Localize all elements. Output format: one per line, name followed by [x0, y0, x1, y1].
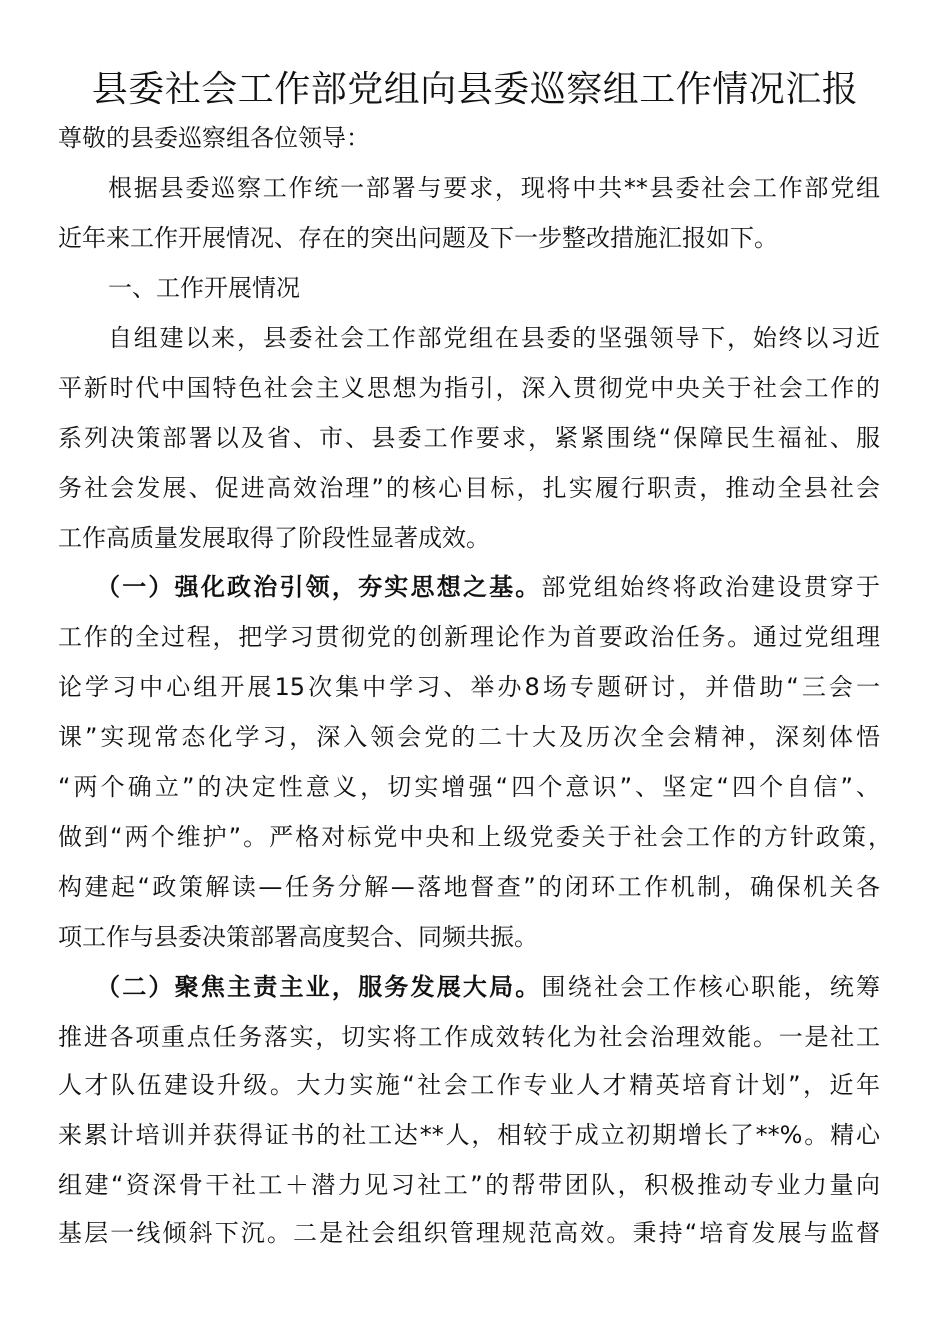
item2-line: 人才队伍建设升级。大力实施“社会工作专业人才精英培育计划”，近年: [58, 1071, 880, 1099]
item1-line: 构建起“政策解读—任务分解—落地督查”的闭环工作机制，确保机关各: [58, 873, 880, 901]
item1-first-line: [96, 572, 880, 602]
item1-heading: （一）强化政治引领，夯实思想之基。: [96, 573, 542, 601]
section-heading: 一、工作开展情况: [108, 274, 300, 302]
item2-line: 基层一线倾斜下沉。二是社会组织管理规范高效。秉持“培育发展与监督: [58, 1219, 880, 1247]
item1-line: 课”实现常态化学习，深入领会党的二十大及历次全会精神，深刻体悟: [58, 723, 880, 751]
overview-line: 自组建以来，县委社会工作部党组在县委的坚强领导下，始终以习近: [108, 324, 880, 352]
item1-text: 部党组始终将政治建设贯穿于: [541, 573, 881, 601]
overview-line: 务社会发展、促进高效治理”的核心目标，扎实履行职责，推动全县社会: [58, 474, 880, 502]
item1-line: 工作的全过程，把学习贯彻党的创新理论作为首要政治任务。通过党组理: [58, 623, 880, 651]
intro-line: 近年来工作开展情况、存在的突出问题及下一步整改措施汇报如下。: [58, 224, 778, 252]
item2-line: 组建“资深骨干社工＋潜力见习社工”的帮带团队，积极推动专业力量向: [58, 1171, 880, 1199]
item2-line: 推进各项重点任务落实，切实将工作成效转化为社会治理效能。一是社工: [58, 1023, 880, 1051]
item1-line: 项工作与县委决策部署高度契合、同频共振。: [58, 923, 538, 951]
overview-line: 平新时代中国特色社会主义思想为指引，深入贯彻党中央关于社会工作的: [58, 374, 880, 402]
item1-line: 做到“两个维护”。严格对标党中央和上级党委关于社会工作的方针政策，: [58, 823, 892, 851]
item2-first-line: [96, 972, 880, 1002]
item2-line: 来累计培训并获得证书的社工达**人，相较于成立初期增长了**%。精心: [58, 1121, 880, 1149]
overview-line: 系列决策部署以及省、市、县委工作要求，紧紧围绕“保障民生福祉、服: [58, 424, 880, 452]
item2-text: 围绕社会工作核心职能，统筹: [541, 973, 881, 1001]
document-title: 县委社会工作部党组向县委巡察组工作情况汇报: [91, 69, 859, 110]
intro-line: 根据县委巡察工作统一部署与要求，现将中共**县委社会工作部党组: [108, 174, 880, 202]
overview-line: 工作高质量发展取得了阶段性显著成效。: [58, 524, 490, 552]
item1-line: 论学习中心组开展15次集中学习、举办8场专题研讨，并借助“三会一: [58, 673, 880, 701]
item1-line: “两个确立”的决定性意义，切实增强“四个意识”、坚定“四个自信”、: [58, 773, 880, 801]
item2-heading: （二）聚焦主责主业，服务发展大局。: [96, 973, 542, 1001]
greeting: 尊敬的县委巡察组各位领导：: [58, 124, 370, 152]
